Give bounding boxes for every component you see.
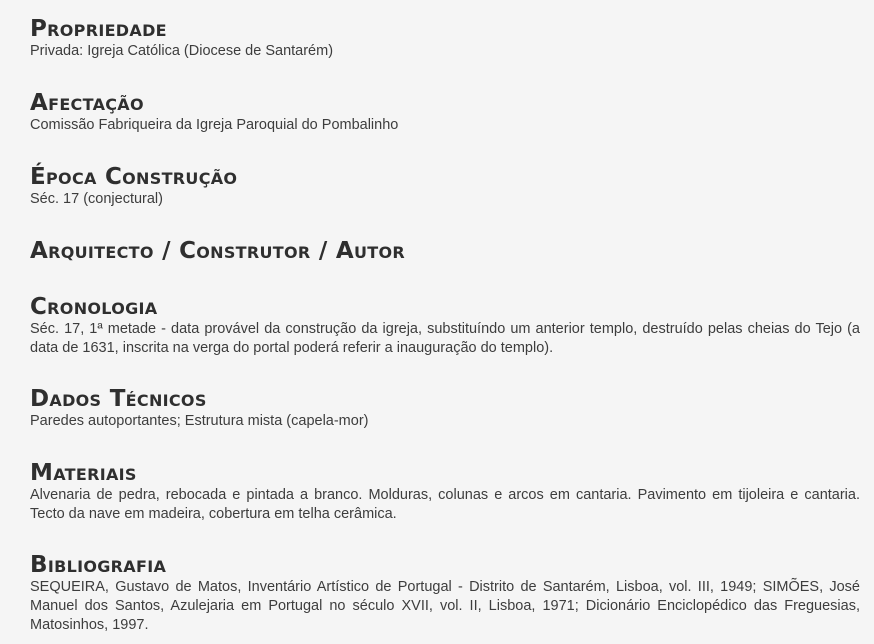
section-heading-epoca-construcao: Época Construção [30, 164, 238, 190]
section-text-epoca-construcao: Séc. 17 (conjectural) [30, 191, 163, 207]
section-propriedade [30, 16, 860, 61]
section-text-dados-tecnicos: Paredes autoportantes; Estrutura mista (capela-mor) [30, 413, 369, 429]
section-text-bibliografia: SEQUEIRA, Gustavo de Matos, Inventário Artístico de Portugal - Distrito de Santarém, Lisboa, vol. III, 1949; SIMÕES, José Manuel dos Santos, Azulejaria em Portugal no século XVII, vol. II, Lisboa, 1971; Dicionário Enciclopédico das Freguesias, Matosinhos, 1997. [30, 579, 860, 633]
section-text-cronologia: Séc. 17, 1ª metade - data provável da construção da igreja, substituíndo um anterior templo, destruído pelas cheias do Tejo (a data de 1631, inscrita na verga do portal poderá referir a inauguração do templo). [30, 321, 860, 356]
section-text-materiais: Alvenaria de pedra, rebocada e pintada a branco. Molduras, colunas e arcos em cantaria. Pavimento em tijoleira e cantaria. Tecto da nave em madeira, cobertura em telha cerâmica. [30, 487, 860, 522]
section-heading-propriedade: Propriedade [30, 16, 167, 42]
section-text-propriedade: Privada: Igreja Católica (Diocese de Santarém) [30, 43, 334, 59]
section-heading-dados-tecnicos: Dados Técnicos [30, 386, 207, 412]
section-text-afectacao: Comissão Fabriqueira da Igreja Paroquial do Pombalinho [30, 117, 399, 133]
section-heading-afectacao: Afectação [30, 90, 144, 116]
section-afectacao [30, 90, 860, 135]
section-heading-arquitecto: Arquitecto / Construtor / Autor [30, 238, 405, 264]
section-epoca-construcao [30, 164, 860, 209]
section-cronologia [30, 294, 860, 358]
section-bibliografia [30, 552, 860, 635]
section-dados-tecnicos [30, 386, 860, 431]
section-heading-cronologia: Cronologia [30, 294, 158, 320]
section-heading-bibliografia: Bibliografia [30, 552, 167, 578]
section-heading-materiais: Materiais [30, 460, 137, 486]
section-arquitecto [30, 238, 860, 264]
section-materiais [30, 460, 860, 524]
